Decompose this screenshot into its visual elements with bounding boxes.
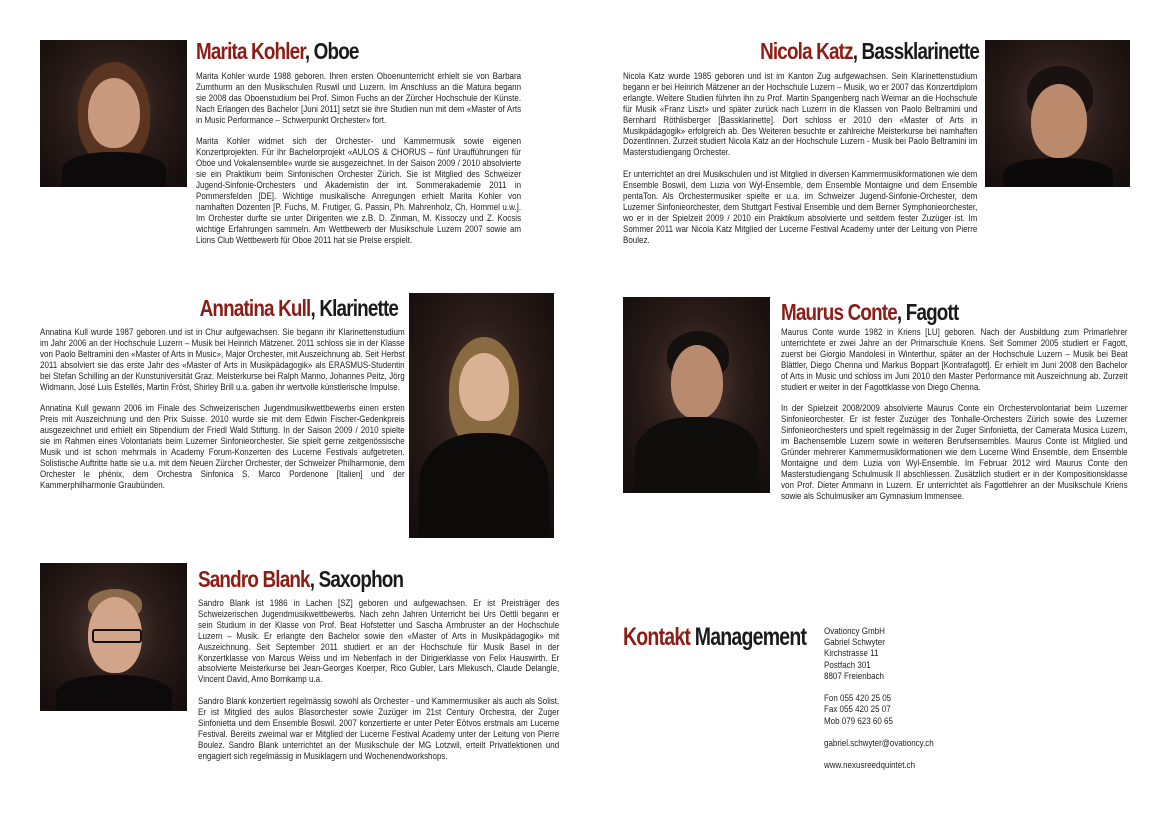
name-marita-kohler: Marita Kohler, Oboe [196, 38, 359, 64]
bio-annatina-kull: Annatina Kull wurde 1987 geboren und ist in Chur aufgewachsen. Sie begann ihr Klarinettenstudium im Jahr 2006 an der Hochschule Luzern – Musik bei Heinrich Mätzener. 2011 schloss sie in der Klasse von Paolo Beltramini den «Master of Arts in Music», Major Orchester, mit Auszeichnung ab. Seit Herbst 2011 absolviert sie das erste Jahr des «Master of Arts in Musikpädagogik» als ERASMUS-Studentin bei Stefan Schilling an der Kunstuniversität Graz. Meisterkurse bei Ralph Manno, Johannes Peitz, Jörg Widmann, José Luis Estellés, Martin Fröst, Shirley Brill u.a. gaben ihr wertvolle künstlerische Impulse. Annatina Kull gewann 2006 im Finale des Schweizerischen Jugendmusikwettbewerbs einen ersten Preis mit Auszeichnung und den Prix Suisse. 2010 wurde sie mit dem Edwin Fischer-Gedenkpreis ausgezeichnet und erhielt ein Stipendium der Friedl Wald Stiftung. In der Saison 2009 / 2010 spielte sie im Rahmen eines Volontariats beim Luzerner Sinfonieorchester. Sie spielt gerne zeitgenössische Musik und ist schon mehrmals in Academy Forum-Konzerten des Lucerne Festivals aufgetreten. Solistische Auftritte hatte sie u.a. mit dem Neuen Zürcher Orchester, der Schweizer Philharmonie, dem Orchester le phénix, dem Orchestra Sinfonica S. Marco Pordenone [Italien] und der Kammerphilharmonie Graubünden. [40, 327, 405, 490]
bio-nicola-katz: Nicola Katz wurde 1985 geboren und ist im Kanton Zug aufgewachsen. Sein Klarinettenstudium begann er bei Heinrich Mätzener an der Hochschule Luzern – Musik, wo er 2007 das Konzertdiplom erlangte. Weitere Studien führten ihn zu Prof. Martin Spangenberg nach Weimar an die Hochschule für Musik «Franz Liszt» und später zurück nach Luzern in die Klassen von Paolo Beltramini und Bernhard Röthlisberger [Bassklarinette]. Dort schloss er 2010 den «Master of Arts in Musikpädagogik» erfolgreich ab. Des Weiteren besuchte er zahlreiche Meisterkurse bei namhaften DozentInnen. Zurzeit studiert Nicola Katz an der Hochschule Luzern - Musik bei Paolo Beltramini im Masterstudiengang Orchester. Er unterrichtet an drei Musikschulen und ist Mitglied in diversen Kammermusikformationen wie dem Ensemble Boswil, dem Luzia von Wyl-Ensemble, dem Ensemble Montaigne und dem Ensemble pentaTon. Als Orchestermusiker spielte er u.a. im Schweizer Jugend-Sinfonie-Orchester, dem Luzerner Sinfonieorchester, dem Stuttgart Festival Ensemble und dem Berner Symphonieorchester, wo er in der Spielzeit 2009 / 2010 ein Praktikum absolvierte und seitdem fester Zuzüger ist. Im Sommer 2011 war Nicola Katz Mitglied der Lucerne Festival Academy unter der Leitung von Pierre Boulez. [623, 71, 978, 245]
name-annatina-kull: Annatina Kull, Klarinette [199, 295, 398, 321]
contact-pobox: Postfach 301 [824, 659, 871, 670]
photo-sandro-blank [40, 563, 187, 711]
contact-email-link[interactable]: gabriel.schwyter@ovationcy.ch [824, 738, 934, 748]
contact-mobile: Mob 079 623 60 65 [824, 715, 893, 726]
contact-web-link[interactable]: www.nexusreedquintet.ch [824, 760, 916, 771]
bio-maurus-conte: Maurus Conte wurde 1982 in Kriens [LU] geboren. Nach der Ausbildung zum Primarlehrer unterrichtete er zwei Jahre an der Primarschule Kriens. Seit Sommer 2005 studiert er Fagott, zuerst bei Giorgio Mandolesi in Winterthur, später an der Hochschule Luzern – Musik bei Beat Blättler, Diego Chenna und Markus Boppart [Kontrafagott]. Er erhielt im Juni 2008 den Bachelor of Arts in Music und schloss im Juni 2010 den Master Performance mit Auszeichnung ab. Zurzeit studiert er weiter in der Fagottklasse von Diego Chenna. In der Spielzeit 2008/2009 absolvierte Maurus Conte ein Orchestervolontariat beim Luzerner Sinfonieorchester. Er ist fester Zuzüger des Tonhalle-Orchesters Zürich sowie des Luzerner Sinfonieorchesters und spielt regelmässig in der Zuger Sinfonietta, der Camerata Musica Luzern, im Bachensemble Luzern sowie in weiteren Berufsensembles. Maurus Conte ist Mitglied und Gründer mehrerer Kammermusikformationen wie dem Lucerne Wind Ensemble, dem Ensemble Montaigne und dem Luzia von Wyl-Ensemble. Im Februar 2012 wird Maurus Conte den Masterstudiengang Schulmusik II abschliessen. Zusätzlich studiert er in der Kompositionsklasse von Prof. Dieter Ammann in Luzern. Er unterrichtet als Fagottlehrer an der Musikschule Kriens sowie als Schulmusiker am Gymnasium Immensee. [781, 327, 1128, 501]
bio-sandro-blank: Sandro Blank ist 1986 in Lachen [SZ] geboren und aufgewachsen. Er ist Preisträger des Schweizerischen Jugendmusikwettbewerbs. Nach zehn Jahren Unterricht bei Urs Oettli begann er sein Studium in der Klasse von Prof. Beat Hofstetter und Sascha Armbruster an der Hochschule Luzern – Musik. Er erlangte den Bachelor sowie den «Master of Arts in Musikpädagogik» mit Auszeichnung. Seit September 2011 studiert er an der Hochschule für Musik Basel in der Konzertklasse von Marcus Weiss und im Nebenfach in der Dirigierklasse von Felix Hauswirth. Er absolvierte Meisterkurse bei Jean-Georges Koerper, Rico Gubler, Lars Mlekusch, Claude Delangle, Vincent David, Arno Bornkamp u.a. Sandro Blank konzertiert regelmässig sowohl als Orchester - und Kammermusiker als auch als Solist. Er ist Mitglied des aulos Blasorchester sowie Zuzüger im 21st Century Orchestra, der Zuger Sinfonietta und dem Ensemble Boswil. 2007 konzertierte er unter Peter Eötvos erstmals am Lucerne Festival. Bereits zweimal war er Mitglied der Lucerne Festival Academy unter der Leitung von Pierre Boulez. Sandro Blank unterrichtet an der Musikschule der MG Lotzwil, erteilt Privatlektionen und engagiert sich regelmässig in Musiklagern und Wochenendworkshops. [198, 598, 560, 761]
contact-street: Kirchstrasse 11 [824, 648, 879, 659]
contact-company: Ovationcy GmbH [824, 626, 885, 636]
photo-nicola-katz [985, 40, 1130, 187]
contact-phone: Fon 055 420 25 05 [824, 693, 892, 704]
name-sandro-blank: Sandro Blank, Saxophon [198, 566, 404, 592]
bio-marita-kohler: Marita Kohler wurde 1988 geboren. Ihren ersten Oboenunterricht erhielt sie von Barbara Zumthurm an den Musikschulen Ruswil und Luzern. Im Anschluss an die Matura begann sie 2008 das Oboenstudium bei Prof. Simon Fuchs an der Zürcher Hochschule der Künste. Nach Erlangen des Bachelor [Juni 2011] setzt sie ihre Studien nun mit dem «Master of Arts in Music Performance – Schwerpunkt Orchester» fort. Marita Kohler widmet sich der Orchester- und Kammermusik sowie eigenen Konzertprojekten. Für ihr Bachelorprojekt «AULOS & CHORUS – fünf Uraufführungen für Oboe und Vokalensemble» wurde sie ausgezeichnet. In der Saison 2009 / 2010 absolvierte sie ein Praktikum beim Sinfonischen Orchester Zürich. Sie ist Mitglied des Schweizer Jugend-Sinfonie-Orchesters und Akademistin der int. Sommerakademie 2011 in Pommersfelden [DE]. Wichtige musikalische Anregungen erhielt Marita Kohler von namhaften Dozenten [P. Fuchs, M. Frutiger, G. Passin, Ph. Mahrenholz, Ch. Hommel u.w.]. Im Orchester durfte sie unter Dirigenten wie z.B. D. Zinman, M. Kissoczy und Z. Kocsis wichtige Erfahrungen sammeln. Am Wettbewerb der Musikschule Luzern 2007 sowie am Lions Club Wettbewerb für Oboe 2011 hat sie Preise erspielt. [196, 71, 522, 245]
photo-marita-kohler [40, 40, 187, 187]
contact-fax: Fax 055 420 25 07 [824, 704, 891, 715]
name-nicola-katz: Nicola Katz, Bassklarinette [760, 38, 979, 64]
contact-person: Gabriel Schwyter [824, 637, 885, 648]
name-maurus-conte: Maurus Conte, Fagott [781, 299, 959, 325]
photo-maurus-conte [623, 297, 770, 493]
contact-details [824, 626, 934, 772]
contact-heading: Kontakt Management [623, 623, 807, 651]
contact-city: 8807 Freienbach [824, 670, 885, 681]
photo-annatina-kull [409, 293, 554, 538]
